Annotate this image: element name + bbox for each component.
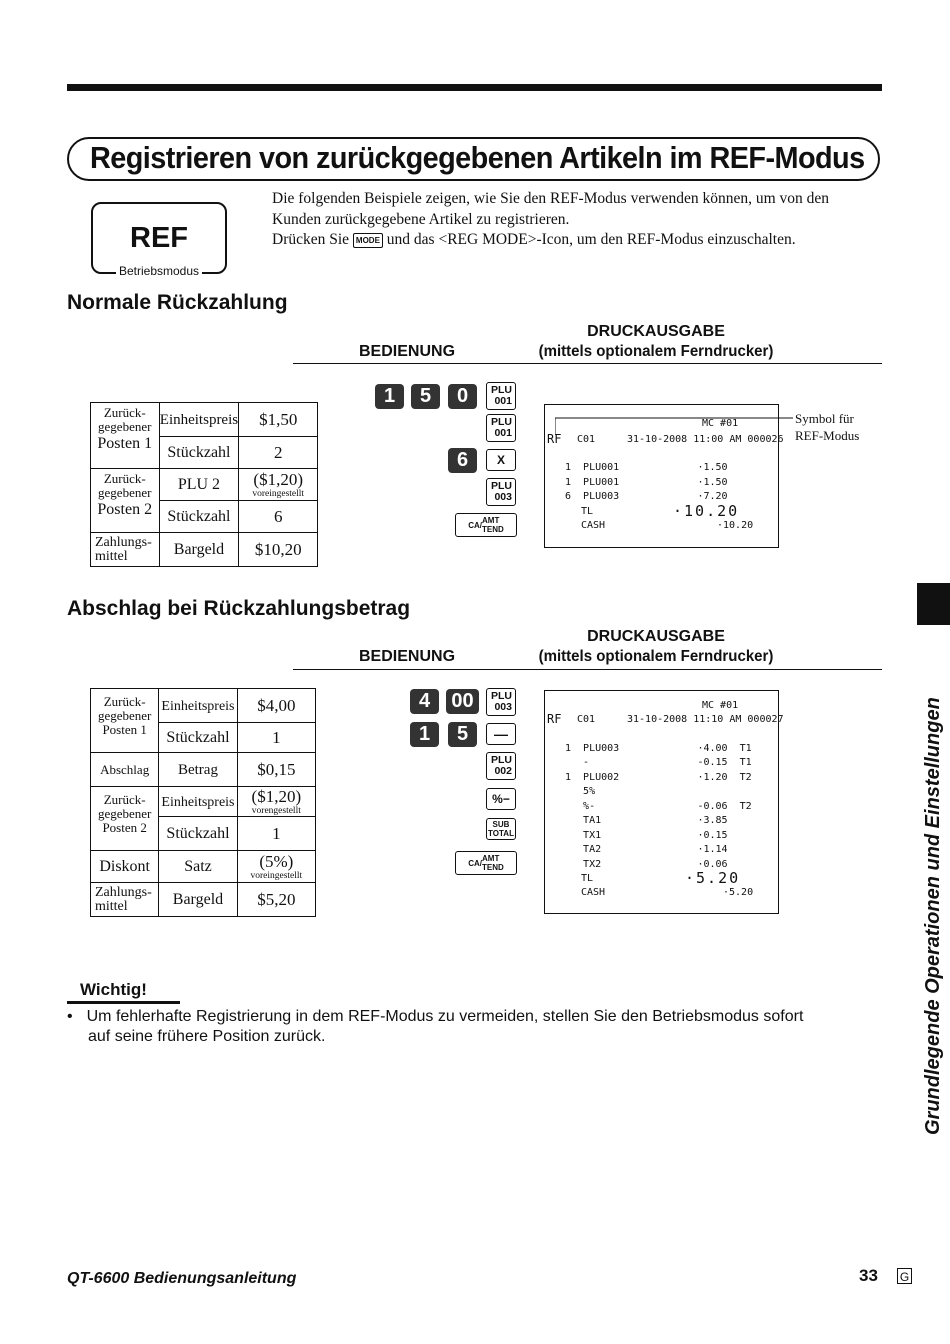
key-5[interactable]: 5: [411, 384, 440, 409]
table-cell: $10,20: [239, 533, 318, 567]
table-cell: 2: [239, 437, 318, 469]
table-cell: Zurück- gegebener Posten 2: [91, 469, 160, 533]
section1-operation-header: BEDIENUNG: [359, 343, 456, 360]
ca-amt-tend-key[interactable]: CA / AMT TEND: [455, 851, 517, 875]
percent-minus-key[interactable]: %−: [486, 788, 516, 810]
plu-002-key[interactable]: PLU 002: [486, 752, 516, 780]
mode-caption: Betriebsmodus: [91, 264, 227, 278]
section1-table: [90, 402, 318, 567]
table-cell: Einheitspreis: [159, 689, 237, 723]
plu-001-key[interactable]: PLU 001: [486, 382, 516, 410]
table-row: [91, 469, 318, 501]
minus-key[interactable]: —: [486, 723, 516, 745]
table-cell: Zurück- gegebener Posten 2: [91, 787, 159, 851]
table-cell: ($1,20) voreingestellt: [239, 469, 318, 501]
important-rule: [67, 1001, 180, 1004]
key-4[interactable]: 4: [410, 689, 439, 714]
table-cell: 1: [237, 723, 315, 753]
page-title: Registrieren von zurückgegebenen Artikeln im REF-Modus: [90, 140, 865, 175]
section1-heading: Normale Rückzahlung: [67, 291, 288, 314]
key-1[interactable]: 1: [410, 722, 439, 747]
intro-line-3: Drücken Sie MODE und das <REG MODE>-Icon, um den REF-Modus einzuschalten.: [272, 231, 796, 248]
table-cell: Betrag: [159, 753, 237, 787]
table-row: [91, 403, 318, 437]
section2-table: [90, 688, 316, 917]
important-bullet-cont: auf seine frühere Position zurück.: [88, 1028, 326, 1045]
multiply-key[interactable]: X: [486, 449, 516, 471]
table-cell: 1: [237, 817, 315, 851]
table-row: [91, 851, 316, 883]
table-row: [91, 883, 316, 917]
mode-key-icon: MODE: [353, 233, 383, 248]
ref-symbol: RF: [547, 432, 562, 446]
section1-receipt: MC #01 RF C01 31-10-2008 11:00 AM 000026 1 PLU001 ·1.50 1 PLU001 ·1.50 6 PLU003 ·7.20 TL ·10.20 CASH ·10.20: [544, 404, 779, 548]
table-cell: (5%) voreingestellt: [237, 851, 315, 883]
table-row: [91, 689, 316, 723]
table-cell: Zahlungs- mittel: [91, 533, 160, 567]
section1-print-subheader: (mittels optionalem Ferndrucker): [538, 343, 774, 360]
table-cell: ($1,20) vorengestellt: [237, 787, 315, 817]
subtotal-key[interactable]: SUB TOTAL: [486, 818, 516, 840]
table-cell: $4,00: [237, 689, 315, 723]
table-cell: Stückzahl: [159, 723, 237, 753]
key-5[interactable]: 5: [448, 722, 477, 747]
table-cell: Stückzahl: [159, 437, 239, 469]
table-cell: Bargeld: [159, 883, 237, 917]
important-heading: Wichtig!: [80, 980, 147, 999]
section2-print-header: DRUCKAUSGABE: [587, 628, 725, 645]
ref-symbol-pointer: [555, 404, 795, 436]
table-row: [91, 787, 316, 817]
top-rule: [67, 84, 882, 91]
chapter-side-title: Grundlegende Operationen und Einstellungen: [922, 697, 944, 1135]
table-cell: Bargeld: [159, 533, 239, 567]
table-cell: $1,50: [239, 403, 318, 437]
key-6[interactable]: 6: [448, 448, 477, 473]
table-row: [91, 753, 316, 787]
table-cell: Zurück- gegebener Posten 1: [91, 403, 160, 469]
table-cell: Zurück- gegebener Posten 1: [91, 689, 159, 753]
table-row: [91, 533, 318, 567]
section2-receipt: MC #01 RF C01 31-10-2008 11:10 AM 000027 1 PLU003 ·4.00 T1 - -0.15 T1 1 PLU002 ·1.20 T2 5% %- -0.06 T2 TA1 ·3.85 TX1 ·0.15 TA2 ·1.14 TX2 ·0.06 TL ·5.20 CASH ·5.20: [544, 690, 779, 914]
chapter-tab-marker: [917, 583, 950, 625]
plu-003-key[interactable]: PLU 003: [486, 688, 516, 716]
table-cell: Einheitspreis: [159, 403, 239, 437]
ref-symbol-annotation: Symbol für REF-Modus: [795, 411, 860, 443]
mode-label: REF: [130, 222, 188, 254]
table-cell: $0,15: [237, 753, 315, 787]
section2-print-subheader: (mittels optionalem Ferndrucker): [538, 648, 774, 665]
manual-title: QT-6600 Bedienungsanleitung: [67, 1270, 297, 1287]
section2-heading: Abschlag bei Rückzahlungsbetrag: [67, 597, 411, 620]
table-cell: Satz: [159, 851, 237, 883]
section1-print-header: DRUCKAUSGABE: [587, 323, 725, 340]
section2-rule: [293, 669, 882, 670]
table-cell: Einheitspreis: [159, 787, 237, 817]
important-bullet: • Um fehlerhafte Registrierung in dem REF-Modus zu vermeiden, stellen Sie den Betriebsmodus sofort: [67, 1008, 804, 1025]
plu-001-key[interactable]: PLU 001: [486, 414, 516, 442]
table-cell: Abschlag: [91, 753, 159, 787]
key-0[interactable]: 0: [448, 384, 477, 409]
plu-003-key[interactable]: PLU 003: [486, 478, 516, 506]
ca-amt-tend-key[interactable]: CA / AMT TEND: [455, 513, 517, 537]
key-00[interactable]: 00: [446, 689, 479, 714]
table-cell: $5,20: [237, 883, 315, 917]
page-number: 33: [859, 1266, 878, 1285]
table-cell: 6: [239, 501, 318, 533]
language-badge: G: [897, 1268, 912, 1284]
ref-symbol: RF: [547, 712, 562, 726]
intro-line-2: Kunden zurückgegebene Artikel zu registrieren.: [272, 211, 570, 228]
section2-operation-header: BEDIENUNG: [359, 648, 456, 665]
table-cell: Zahlungs- mittel: [91, 883, 159, 917]
intro-line-1: Die folgenden Beispiele zeigen, wie Sie den REF-Modus verwenden können, um von den: [272, 190, 830, 207]
section1-rule: [293, 363, 882, 364]
table-cell: Stückzahl: [159, 817, 237, 851]
table-cell: PLU 2: [159, 469, 239, 501]
table-cell: Diskont: [91, 851, 159, 883]
table-cell: Stückzahl: [159, 501, 239, 533]
key-1[interactable]: 1: [375, 384, 404, 409]
